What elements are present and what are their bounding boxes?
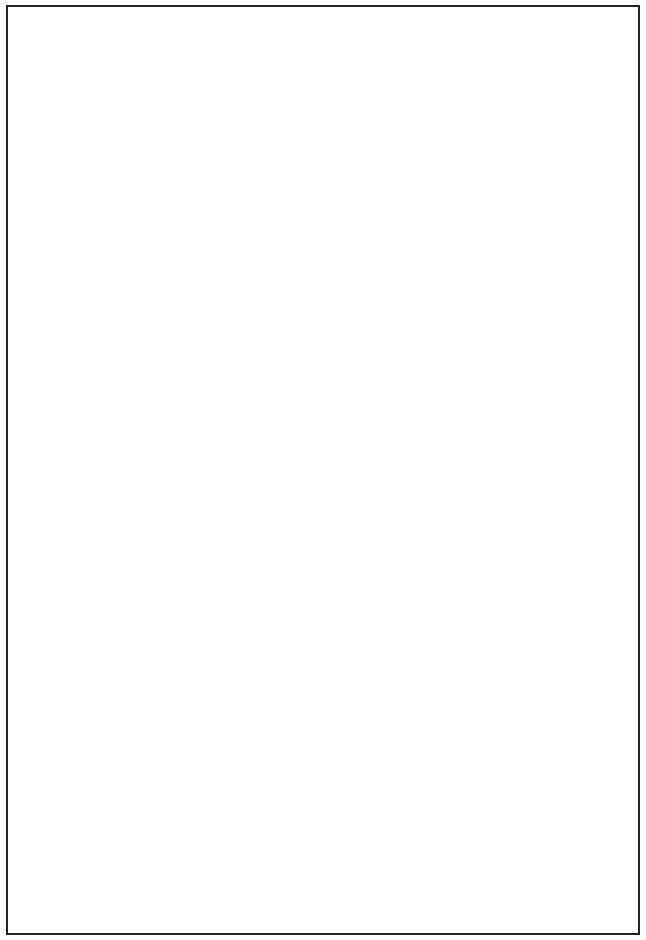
gazette-page xyxy=(6,5,640,935)
